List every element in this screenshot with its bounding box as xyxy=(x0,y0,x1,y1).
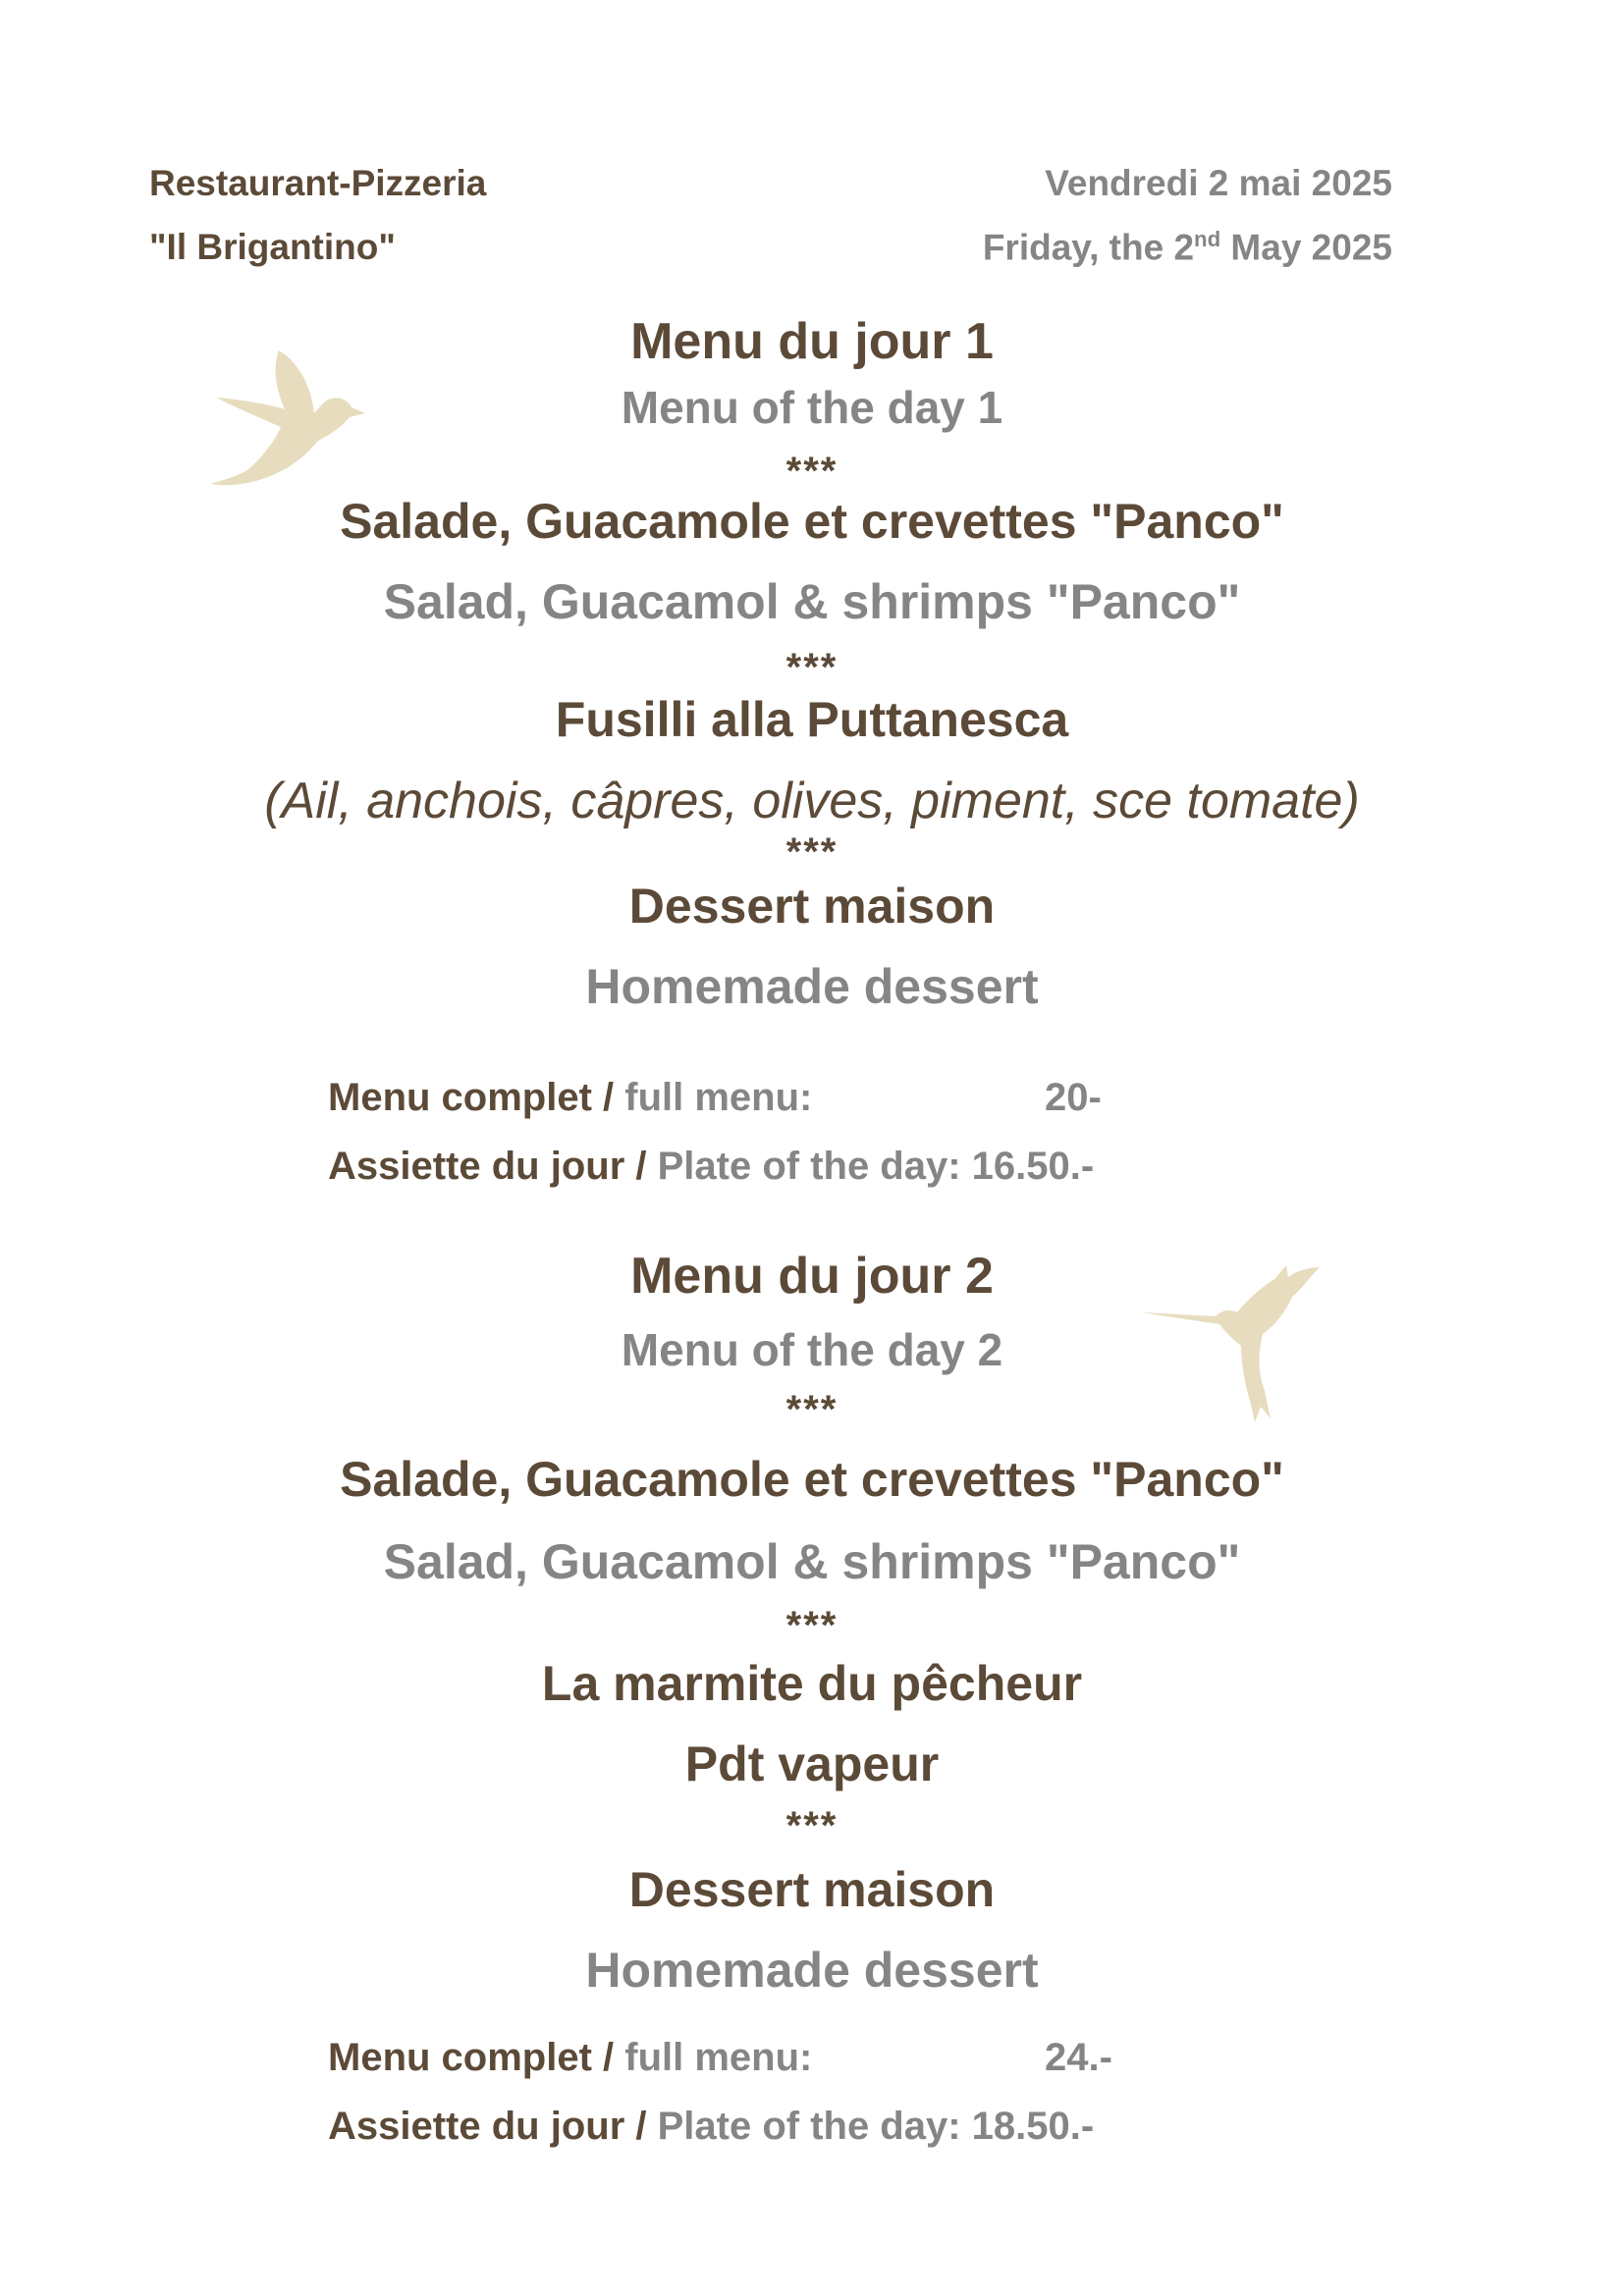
menu1-starter-en: Salad, Guacamol & shrimps "Panco" xyxy=(383,574,1241,629)
menu2-starter-fr: Salade, Guacamole et crevettes "Panco" xyxy=(340,1452,1284,1507)
menu2-title-fr: Menu du jour 2 xyxy=(630,1248,994,1305)
menu2-plate-row xyxy=(328,2105,1094,2149)
menu2-separator-2: *** xyxy=(785,1604,839,1647)
menu2-full-label-fr: Menu complet / xyxy=(328,2036,625,2079)
menu1-plate-price: 16.50.- xyxy=(971,1145,1095,1188)
restaurant-subtitle: "Il Brigantino" xyxy=(149,227,396,267)
menu1-title-fr: Menu du jour 1 xyxy=(630,313,994,370)
menu2-plate-label-fr: Assiette du jour / xyxy=(328,2105,658,2148)
menu2-dessert-en: Homemade dessert xyxy=(585,1943,1039,1998)
date-en xyxy=(983,227,1392,268)
menu1-plate-label-fr: Assiette du jour / xyxy=(328,1145,658,1188)
menu2-plate-label-en: Plate of the day: xyxy=(657,2105,972,2148)
menu1-full-label-fr: Menu complet / xyxy=(328,1076,625,1119)
menu2-title-en: Menu of the day 2 xyxy=(621,1324,1003,1375)
menu1-separator-1: *** xyxy=(785,450,839,493)
menu2-main-side: Pdt vapeur xyxy=(684,1736,940,1791)
restaurant-name: Restaurant-Pizzeria xyxy=(149,163,487,203)
menu2-full-price: 24.- xyxy=(1045,2036,1112,2079)
menu2-dessert-fr: Dessert maison xyxy=(628,1862,996,1917)
menu1-main-fr: Fusilli alla Puttanesca xyxy=(555,692,1069,747)
date-en-prefix: Friday, the 2 xyxy=(982,227,1195,268)
date-en-suffix: May 2025 xyxy=(1220,227,1392,268)
menu2-separator-1: *** xyxy=(785,1388,839,1431)
menu1-full-price: 20- xyxy=(1045,1076,1102,1119)
menu2-main-fr: La marmite du pêcheur xyxy=(541,1656,1083,1711)
date-en-sup: nd xyxy=(1194,227,1221,251)
menu1-dessert-en: Homemade dessert xyxy=(585,959,1039,1014)
menu2-separator-3: *** xyxy=(785,1804,839,1847)
menu2-full-menu-row xyxy=(328,2036,812,2080)
menu1-plate-row xyxy=(328,1145,1094,1189)
menu1-plate-label-en: Plate of the day: xyxy=(657,1145,972,1188)
menu1-full-menu-row xyxy=(328,1076,812,1120)
menu1-full-label-en: full menu: xyxy=(624,1076,813,1119)
menu1-main-detail: (Ail, anchois, câpres, olives, piment, sce tomate) xyxy=(264,773,1360,829)
menu1-separator-2: *** xyxy=(785,646,839,689)
menu1-title-en: Menu of the day 1 xyxy=(621,382,1003,433)
date-fr: Vendredi 2 mai 2025 xyxy=(1045,163,1392,203)
menu2-starter-en: Salad, Guacamol & shrimps "Panco" xyxy=(383,1534,1241,1589)
menu1-dessert-fr: Dessert maison xyxy=(628,879,996,934)
menu1-starter-fr: Salade, Guacamole et crevettes "Panco" xyxy=(340,494,1284,549)
menu2-full-label-en: full menu: xyxy=(624,2036,813,2079)
menu1-separator-3: *** xyxy=(785,830,839,874)
menu2-plate-price: 18.50.- xyxy=(971,2105,1095,2148)
